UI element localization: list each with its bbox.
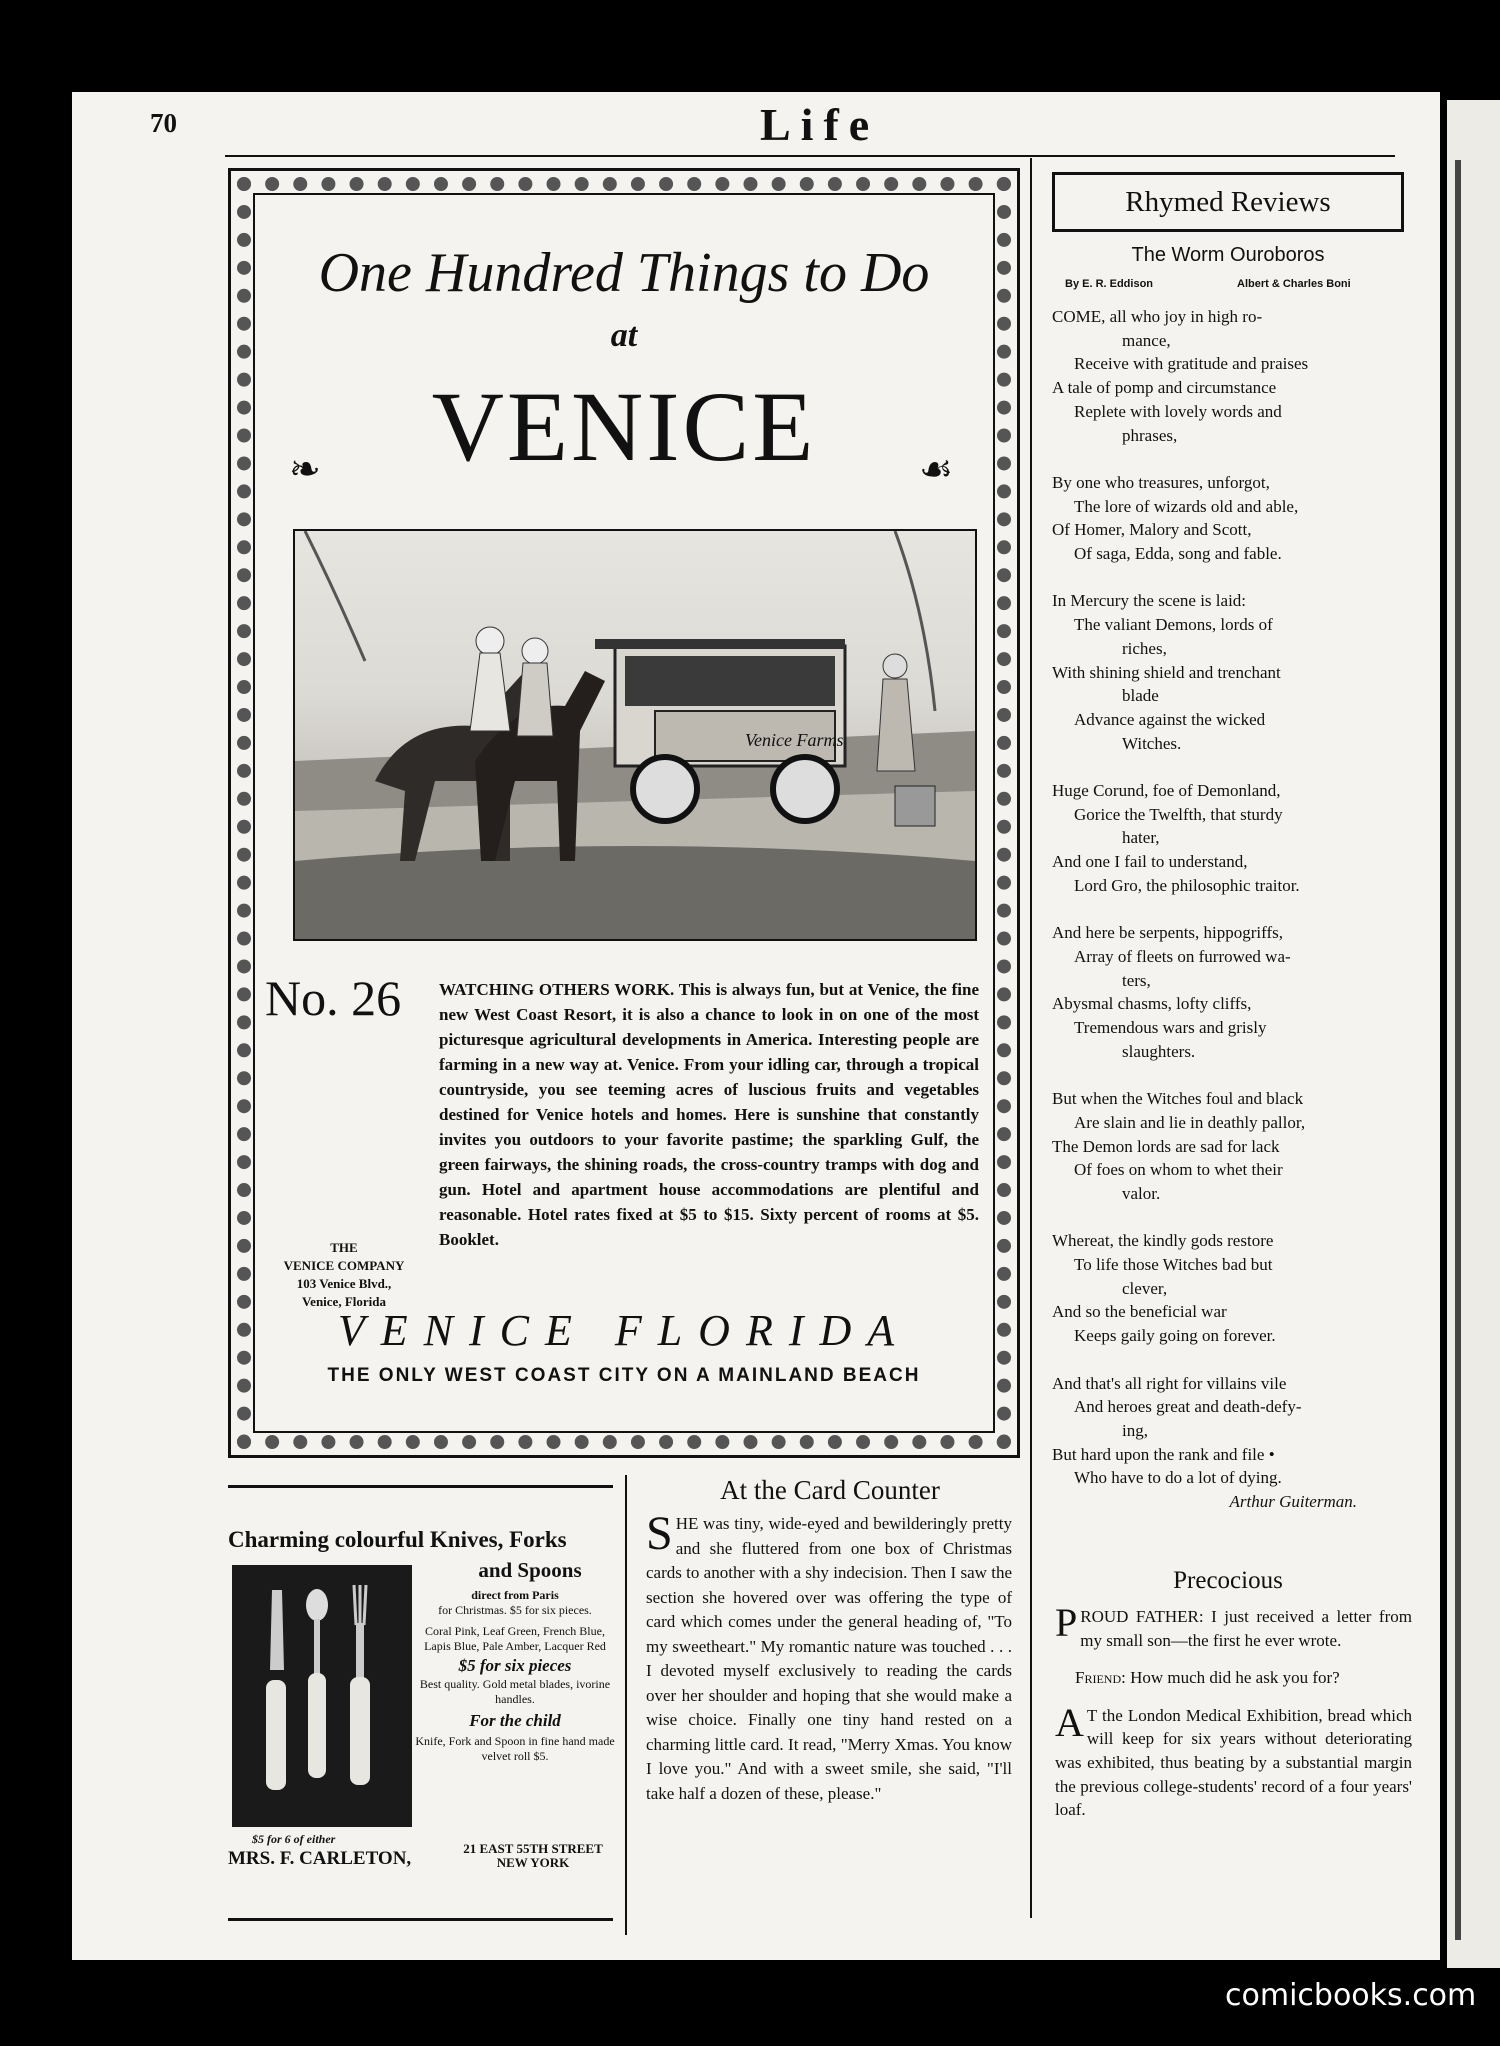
poem-line: And so the beneficial war (1052, 1302, 1227, 1322)
ad-illustration (293, 529, 977, 941)
poem-line: With shining shield and trenchant (1052, 662, 1281, 682)
poem-line: But when the Witches foul and black (1052, 1089, 1304, 1109)
knives-child-text: Knife, Fork and Spoon in fine hand made velvet roll $5. (415, 1734, 615, 1763)
poem-line: Lord Gro, the philosophic traitor. (1074, 875, 1300, 895)
poem-line: And here be serpents, hippogriffs, (1052, 923, 1284, 943)
poem-line: Advance against the wicked (1074, 709, 1266, 729)
poem-line: And one I fail to understand, (1052, 852, 1248, 872)
poem-line: Tremendous wars and grisly (1074, 1018, 1267, 1038)
poem-line: Gorice the Twelfth, that sturdy (1074, 804, 1283, 824)
knives-ad-title2: and Spoons (478, 1558, 582, 1582)
knives-quality: Best quality. Gold metal blades, ivorine handles. (419, 1677, 611, 1706)
precocious-paragraph-2 (1055, 1666, 1412, 1690)
poem-stanza (1052, 1087, 1412, 1206)
ad-footer-title: VENICE FLORIDA (337, 1306, 911, 1355)
knives-ad-title: Charming colourful Knives, Forks (228, 1527, 567, 1552)
poem-line: ing, (1122, 1420, 1148, 1440)
venice-advertisement (228, 168, 1020, 1458)
poem-line: Whereat, the kindly gods restore (1052, 1231, 1274, 1251)
poem-line: riches, (1122, 638, 1167, 658)
poem-line: Huge Corund, foe of Demonland, (1052, 781, 1281, 801)
poem-line: Of saga, Edda, song and fable. (1074, 544, 1282, 564)
precocious-dropcap-3: A (1055, 1699, 1084, 1745)
precocious-paragraph-1 (1055, 1600, 1412, 1652)
rhymed-reviews-title: Rhymed Reviews (1052, 172, 1404, 232)
knives-ad-bottom-rule (228, 1918, 613, 1921)
ad-at: at (610, 317, 638, 354)
review-book-title: The Worm Ouroboros (1131, 244, 1325, 266)
poem-line: valor. (1122, 1183, 1161, 1203)
knives-christmas: for Christmas. $5 for six pieces. (438, 1603, 592, 1617)
poem-stanza (1052, 921, 1412, 1063)
company-the: THE (330, 1240, 358, 1255)
knives-address-line1: 21 EAST 55TH STREET (463, 1841, 603, 1856)
poem-line: And that's all right for villains vile (1052, 1373, 1287, 1393)
precocious-speaker-2: Friend: (1075, 1668, 1126, 1688)
poem-line: ters, (1122, 970, 1151, 990)
poem-line: slaughters. (1122, 1041, 1196, 1061)
review-publisher: Albert & Charles Boni (1237, 278, 1351, 290)
poem-line: COME, all who joy in high ro- (1052, 307, 1263, 326)
poem-line: Witches. (1122, 733, 1182, 753)
ad-body-text: WATCHING OTHERS WORK. This is always fun, but at Venice, the fine new West Coast Resort, it is also a chance to look in on one of the most picturesque agricultural developments in America. Interesting people are farming in a new way at. Venice. From your idling car, through a tropical countryside, you see teeming acres of luscious fruits and vegetables destined for Venice hotels and homes. Here is sunshine that constantly invites you outdoors to your favorite pastime; the sparkling Gulf, the green fairways, the shining roads, the cross-country tramps with dog and gun. Hotel and apartment house accommodations are plentiful and reasonable. Hotel rates fixed at $5 to $15. Sixty percent of rooms at $5. Booklet. (439, 980, 979, 1249)
company-address-line2: Venice, Florida (301, 1294, 386, 1309)
poem-line: And heroes great and death-defy- (1074, 1397, 1302, 1417)
header-rule (225, 155, 1395, 157)
poem-line: Abysmal chasms, lofty cliffs, (1052, 994, 1252, 1014)
poem-line: mance, (1122, 330, 1171, 350)
masthead: Life (760, 99, 880, 150)
knives-seller-name: MRS. F. CARLETON, (228, 1848, 412, 1869)
knives-colors: Coral Pink, Leaf Green, French Blue, Lapis Blue, Pale Amber, Lacquer Red (424, 1624, 606, 1653)
knives-ad-top-rule (228, 1485, 613, 1488)
review-poem (1052, 305, 1412, 1514)
poem-line: Receive with gratitude and praises (1074, 354, 1309, 374)
poem-stanza (1052, 779, 1412, 898)
poem-line: By one who treasures, unforgot, (1052, 472, 1270, 492)
column-rule-lower (625, 1475, 627, 1935)
poem-stanza (1052, 1372, 1412, 1514)
poem-line: blade (1122, 686, 1159, 706)
cutlery-photo (232, 1565, 412, 1827)
precocious-paragraph-3 (1055, 1699, 1412, 1822)
poem-line: clever, (1122, 1278, 1168, 1298)
knives-price: $5 for six pieces (458, 1656, 572, 1675)
flourish-left-icon: ❧ (289, 447, 321, 491)
poem-line: phrases, (1122, 425, 1178, 445)
knives-photo-caption: $5 for 6 of either (252, 1832, 336, 1846)
card-counter-body (646, 1507, 1012, 1806)
poem-stanza (1052, 1229, 1412, 1348)
company-address (259, 1239, 429, 1311)
knives-ad-details (415, 1588, 615, 1764)
column-rule (1030, 158, 1032, 1918)
poem-line: A tale of pomp and circumstance (1052, 378, 1277, 398)
precocious-dropcap-1: P (1055, 1600, 1078, 1645)
poem-stanza (1052, 305, 1412, 447)
precocious-line-2: How much did he ask you for? (1125, 1668, 1340, 1688)
poem-signature: Arthur Guiterman. (1229, 1492, 1357, 1512)
flourish-right-icon: ☙ (919, 447, 954, 491)
precocious-line-3: T the London Medical Exhibition, bread which will keep for six years without deteriorating was exhibited, thus beating by a substantial margin the previous college-students' record of a four years' loaf. (1055, 1705, 1412, 1820)
ad-headline: One Hundred Things to Do (318, 242, 930, 304)
poem-stanza (1052, 471, 1412, 566)
poem-line: The Demon lords are sad for lack (1052, 1136, 1280, 1156)
review-author: By E. R. Eddison (1065, 278, 1154, 290)
company-address-line1: 103 Venice Blvd., (296, 1276, 392, 1291)
precocious-text (1055, 1600, 1412, 1836)
ad-venice-title: VENICE (431, 371, 817, 482)
riders-and-truck-illustration (295, 531, 975, 939)
ad-footer-subtitle: THE ONLY WEST COAST CITY ON A MAINLAND BEACH (327, 1365, 921, 1386)
knives-child-heading: For the child (469, 1711, 561, 1730)
company-name: VENICE COMPANY (283, 1258, 405, 1273)
poem-line: The lore of wizards old and able, (1074, 496, 1299, 516)
card-counter-title: At the Card Counter (720, 1475, 940, 1505)
adjacent-page-edge (1447, 100, 1500, 1968)
knives-direct: direct from Paris (471, 1588, 559, 1602)
watermark: comicbooks.com (1225, 1978, 1477, 2013)
page-number: 70 (150, 108, 177, 138)
ad-number: No. 26 (265, 970, 402, 1026)
cutlery-icon (232, 1565, 412, 1827)
poem-line: But hard upon the rank and file • (1052, 1444, 1275, 1464)
poem-line: In Mercury the scene is laid: (1052, 591, 1247, 611)
poem-stanza (1052, 589, 1412, 755)
poem-line: hater, (1122, 828, 1160, 848)
precocious-title: Precocious (1173, 1567, 1283, 1594)
poem-line: Are slain and lie in deathly pallor, (1074, 1112, 1306, 1132)
card-counter-text: HE was tiny, wide-eyed and bewilderingly pretty and she fluttered from one box of Christmas cards to another with a shy indecision. Then I saw the section she hovered over was offering the type of card which comes under the general heading of, "To my sweetheart." My romantic nature was touched . . . I devoted myself exclusively to reading the cards over her shoulder and hoping that she would make a wise choice. Finally one tiny hand rested on a charming little card. It read, "Merry Xmas. You know I love you." And with a sweet smile, she said, "I'll take half a dozen of these, please." (646, 1514, 1012, 1803)
precocious-line-1: I just received a letter from my small son—the first he ever wrote. (1080, 1607, 1412, 1650)
poem-line: Array of fleets on furrowed wa- (1074, 946, 1291, 966)
precocious-speaker-1: ROUD FATHER: (1080, 1607, 1204, 1626)
poem-line: Replete with lovely words and (1074, 401, 1282, 421)
poem-line: Who have to do a lot of dying. (1074, 1468, 1282, 1488)
card-counter-dropcap: S (646, 1507, 673, 1560)
knives-address-line2: NEW YORK (496, 1855, 570, 1870)
poem-line: Of foes on whom to whet their (1074, 1160, 1283, 1180)
poem-line: The valiant Demons, lords of (1074, 615, 1273, 635)
poem-line: Keeps gaily going on forever. (1074, 1326, 1276, 1346)
poem-line: Of Homer, Malory and Scott, (1052, 520, 1252, 540)
knives-seller-address (448, 1842, 618, 1870)
truck-sign: Venice Farms (745, 730, 844, 750)
poem-line: To life those Witches bad but (1074, 1255, 1273, 1275)
